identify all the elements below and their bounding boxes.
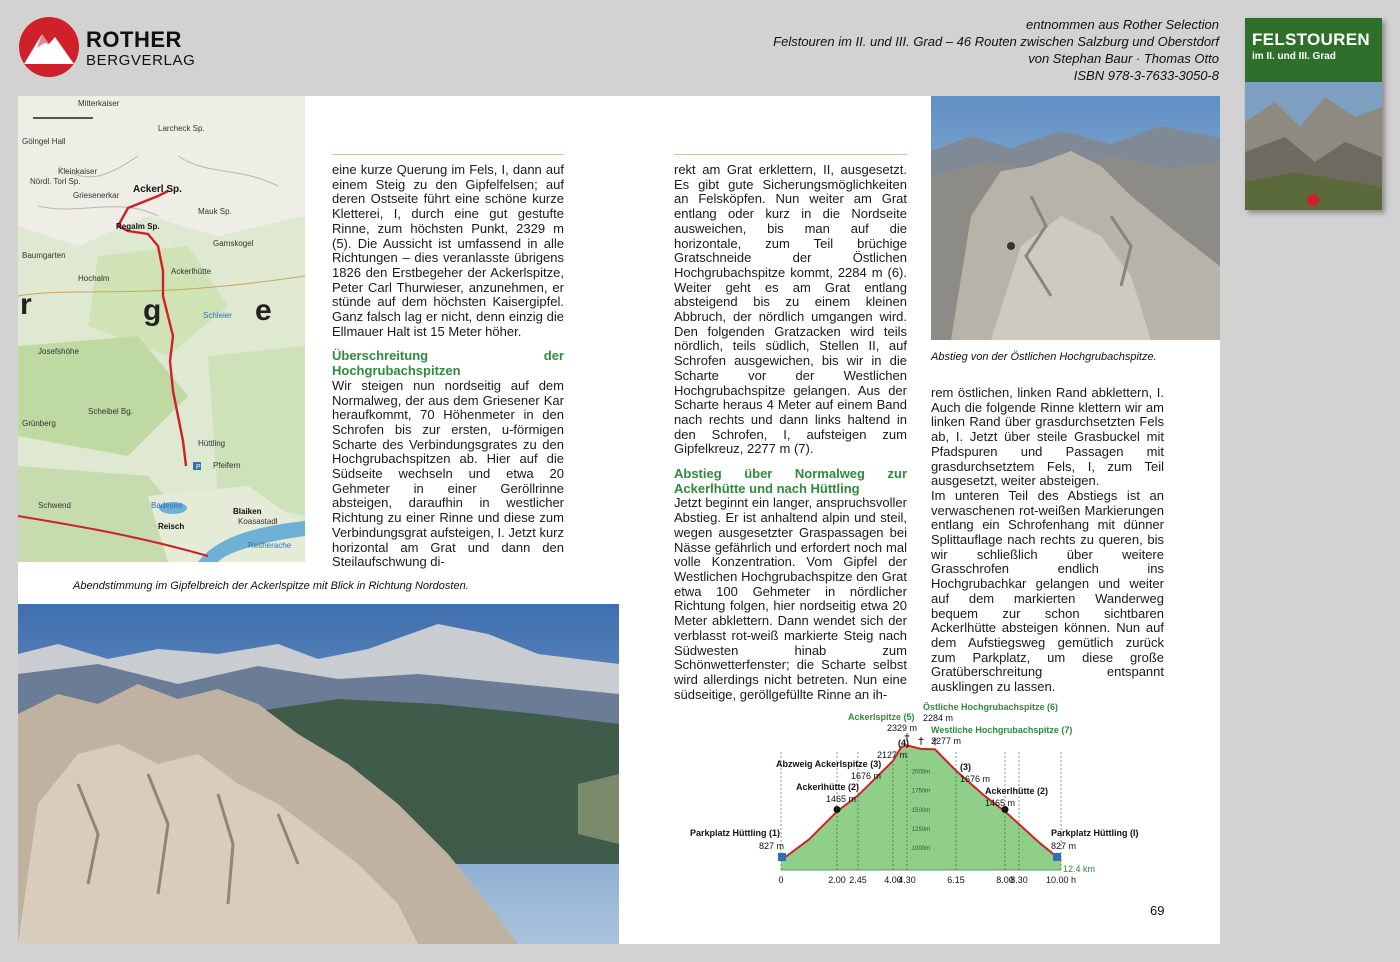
caption-photo-bottom: Abendstimmung im Gipfelbreich der Ackerlspitze mit Blick in Richtung Nordosten. bbox=[73, 580, 469, 592]
paragraph: rem östlichen, linken Rand abklettern, I. Auch die folgende Rinne klettern wir am linken Rand über grasdurchsetzten Fels ab, I. Jetzt über steile Grasbuckel mit Pfadspuren und Passagen mit grasdurchsetztem Fels, I, zum Teil ausgesetzt, weiter absteigen. bbox=[931, 385, 1164, 489]
paragraph: eine kurze Querung im Fels, I, dann auf einem Steig zu den Gipfelfelsen; auf deren Ostseite führt eine schöne kurze Kletterei, I, durch eine gut gestufte Rinne, zum höchsten Punkt, 2329 m (5). Die Aussicht ist umfassend in alle Richtungen – dies veranlasste übrigens 1826 den Erstbegeher der Ackerlspitze, Peter Carl Thurwieser, anzunehmen, er stünde auf dem höchsten Kaisergipfel. Ganz falsch lag er nicht, denn einzig die Ellmauer Halt ist 15 Meter höher. bbox=[332, 162, 564, 339]
photo-panorama bbox=[18, 604, 619, 944]
annot-point-4: (4) bbox=[898, 738, 909, 748]
map-label: Gamskogel bbox=[213, 239, 254, 248]
annot-ackerlhuette-left-elev: 1465 m bbox=[826, 794, 857, 804]
y-tick-label: 1500m bbox=[911, 807, 931, 814]
publisher-name: ROTHER bbox=[86, 27, 182, 52]
map-label: Regalm Sp. bbox=[116, 222, 160, 231]
map-label: Grünberg bbox=[22, 419, 56, 428]
x-tick-label: 8.00 bbox=[996, 875, 1014, 885]
x-tick-label: 2.00 bbox=[828, 875, 846, 885]
map-label: Hochalm bbox=[78, 274, 110, 283]
annot-point-4-elev: 2127 m bbox=[877, 750, 908, 760]
map-label: Schwend bbox=[38, 501, 71, 510]
y-tick-label: 1000m bbox=[911, 846, 931, 853]
column-rule bbox=[332, 154, 564, 155]
book-cover[interactable] bbox=[1245, 18, 1382, 210]
annot-point-3-right: (3) bbox=[960, 762, 971, 772]
y-tick-label: 1750m bbox=[911, 788, 931, 795]
paragraph: rekt am Grat erklettern, II, ausgesetzt. Es gibt gute Sicherungsmöglichkeiten an Felsköpfen. Nun weiter am Grat entlang oder kurz in die Nordseite ausweichen, bis man auf die horizontale, zum Teil brüchige Gratschneide der Östlichen Hochgrubachspitze kommt, 2284 m (6). Weiter geht es am Grat entlang absteigend bis zu einem kleinen Abbruch, der nördlich umgangen wird. Den folgenden Gratzacken wird teils nördlich, teils südlich, Stellen II, auf Schrofen ausgewichen, bis wir in die Scharte vor der Westlichen Hochgrubachspitze gelangen. Aus der Scharte heraus 4 Meter auf einem Band nach rechts und dann links haltend in den Schrofen, I, aufsteigen zum Gipfelkreuz, 2277 m (7). bbox=[674, 162, 907, 457]
map-label: Gölngel Hall bbox=[22, 137, 66, 146]
annot-oestliche: Östliche Hochgrubachspitze (6) bbox=[923, 702, 1059, 712]
source-line-3: von Stephan Baur · Thomas Otto bbox=[1028, 51, 1219, 66]
text-column-3 bbox=[931, 386, 1164, 695]
annot-oestliche-elev: 2284 m bbox=[923, 713, 954, 723]
annot-ackerlhuette-right: Ackerlhütte (2) bbox=[985, 786, 1049, 796]
map-label: Larcheck Sp. bbox=[158, 124, 205, 133]
y-tick-label: 1250m bbox=[911, 826, 931, 833]
annot-parkplatz-left-elev: 827 m bbox=[759, 841, 785, 851]
section-heading: Überschreitung der Hochgrubachspitzen bbox=[332, 348, 564, 379]
map-label: Pfeifern bbox=[213, 461, 241, 470]
annot-ackerlspitze-elev: 2329 m bbox=[887, 723, 918, 733]
distance-label: 12.4 km bbox=[1063, 864, 1096, 874]
parking-icon bbox=[778, 853, 786, 861]
publisher-subtitle: BERGVERLAG bbox=[86, 52, 196, 69]
summit-cross-icon bbox=[919, 737, 924, 745]
cover-subtitle: im II. und III. Grad bbox=[1252, 51, 1336, 62]
page-number: 69 bbox=[1150, 903, 1165, 918]
cover-photo bbox=[1245, 82, 1382, 210]
map-label: Griesenerkar bbox=[73, 191, 120, 200]
map-label: Koasastadl bbox=[238, 517, 278, 526]
map-label: Hüttling bbox=[198, 439, 226, 448]
text-column-1 bbox=[332, 163, 564, 570]
annot-parkplatz-left: Parkplatz Hüttling (1) bbox=[690, 828, 781, 838]
map-label: Reitherache bbox=[248, 541, 292, 550]
elevation-profile-chart bbox=[690, 700, 1160, 890]
map-label: Ackerl Sp. bbox=[133, 184, 182, 195]
map-big-letter: e bbox=[255, 294, 272, 327]
annot-westliche-elev: 2277 m bbox=[931, 736, 962, 746]
annot-parkplatz-right: Parkplatz Hüttling (I) bbox=[1051, 828, 1139, 838]
annot-abzweig-elev: 1676 m bbox=[851, 771, 882, 781]
cover-title: FELSTOUREN bbox=[1252, 30, 1370, 49]
map-label: Ackerlhütte bbox=[171, 267, 212, 276]
annot-point-3-right-elev: 1676 m bbox=[960, 774, 991, 784]
route-map bbox=[18, 96, 305, 562]
annot-ackerlspitze: Ackerlspitze (5) bbox=[848, 712, 915, 722]
paragraph: Wir steigen nun nordseitig auf dem Normalweg, der aus dem Griesener Kar heraufkommt, 70 Höhenmeter in den Schrofen bis zur ersten, u-förmigen Scharte des Verbindungsgrates zu den Hochgrubachspitzen ab. Hier auf die Südseite wechseln und etwa 20 Gehmeter in einer Geröllrinne absteigen, daraufhin in westlicher Richtung zu einer Rinne und diese zum Verbindungsgrat aufsteigen, I. Jetzt kurz horizontal am Grat und dann den Steilaufschwung di- bbox=[332, 377, 564, 570]
x-tick-label: 4.00 bbox=[884, 875, 902, 885]
map-label: Badesee bbox=[151, 501, 183, 510]
section-heading: Abstieg über Normalweg zur Ackerlhütte und nach Hüttling bbox=[674, 466, 907, 496]
photo-descent bbox=[931, 96, 1220, 340]
annot-abzweig: Abzweig Ackerlspitze (3) bbox=[776, 759, 882, 769]
x-tick-label: 2.45 bbox=[849, 875, 867, 885]
annot-westliche: Westliche Hochgrubachspitze (7) bbox=[931, 725, 1073, 735]
map-label: Mauk Sp. bbox=[198, 207, 232, 216]
text-column-2 bbox=[674, 163, 907, 702]
map-label: Josefshöhe bbox=[38, 347, 79, 356]
source-line-4: ISBN 978-3-7633-3050-8 bbox=[1073, 68, 1219, 83]
paragraph: Jetzt beginnt ein langer, anspruchsvoller Abstieg. Er ist anhaltend alpin und steil, wegen ausgesetzter Graspassagen bei Nässe gefährlich und erfordert noch mal volle Konzentration. Vom Gipfel der Westlichen Hochgrubachspitze den Grat etwa 100 Gehmeter in nördlicher Richtung folgen, hier nordseitig etwa 20 Meter abklettern. Dann wendet sich der verblasst rot-weiß markierte Steig nach Südwesten hinab zum Schönwetterfenster; die Scharte selbst wird allerdings nicht betreten. Nun eine südseitige, geröllgefüllte Rinne an ih- bbox=[674, 495, 907, 702]
annot-ackerlhuette-left: Ackerlhütte (2) bbox=[796, 782, 860, 792]
column-rule bbox=[674, 154, 907, 155]
map-big-letter: g bbox=[143, 294, 162, 327]
x-tick-label: 10.00 h bbox=[1045, 875, 1077, 885]
x-tick-label: 6.15 bbox=[947, 875, 965, 885]
map-label: Baumgarten bbox=[22, 251, 66, 260]
x-tick-label: 0 bbox=[778, 875, 784, 885]
caption-photo-top: Abstieg von der Östlichen Hochgrubachspitze. bbox=[931, 351, 1157, 363]
paragraph: Im unteren Teil des Abstiegs ist an verwaschenen rot-weißen Markierungen entlang ein Schrofenhang mit dünner Splittauflage nach rechts zu queren, bis wir schließlich über weitere Grasschrofen endlich ins Hochgrubachkar gelangen und weiter auf dem markierten Wanderweg bequem zur schon sichtbaren Ackerlhütte absteigen können. Nun auf dem Aufstiegsweg gemütlich zurück zum Parkplatz, um diese große Gratüberschreitung entspannt ausklingen zu lassen. bbox=[931, 487, 1164, 695]
map-label: Blaiken bbox=[233, 507, 262, 516]
annot-ackerlhuette-right-elev: 1465 m bbox=[985, 798, 1016, 808]
map-label: Scheibel Bg. bbox=[88, 407, 133, 416]
map-label: Mitterkaiser bbox=[78, 99, 120, 108]
map-label: Nördl. Torl Sp. bbox=[30, 177, 81, 186]
y-tick-label: 2000m bbox=[911, 769, 931, 776]
svg-text:P: P bbox=[196, 464, 201, 471]
x-tick-label: 8.30 bbox=[1010, 875, 1028, 885]
map-label: Kleinkaiser bbox=[58, 167, 98, 176]
parking-icon bbox=[1053, 853, 1061, 861]
source-line-2: Felstouren im II. und III. Grad – 46 Routen zwischen Salzburg und Oberstdorf bbox=[773, 34, 1219, 49]
source-info bbox=[773, 16, 1219, 84]
annot-parkplatz-right-elev: 827 m bbox=[1051, 841, 1077, 851]
rother-logo-icon bbox=[18, 16, 80, 78]
map-label: Reisch bbox=[158, 522, 185, 531]
map-big-letter: r bbox=[20, 288, 32, 321]
x-tick-label: 4.30 bbox=[898, 875, 916, 885]
map-label: Schleier bbox=[203, 311, 232, 320]
source-line-1: entnommen aus Rother Selection bbox=[1026, 17, 1219, 32]
